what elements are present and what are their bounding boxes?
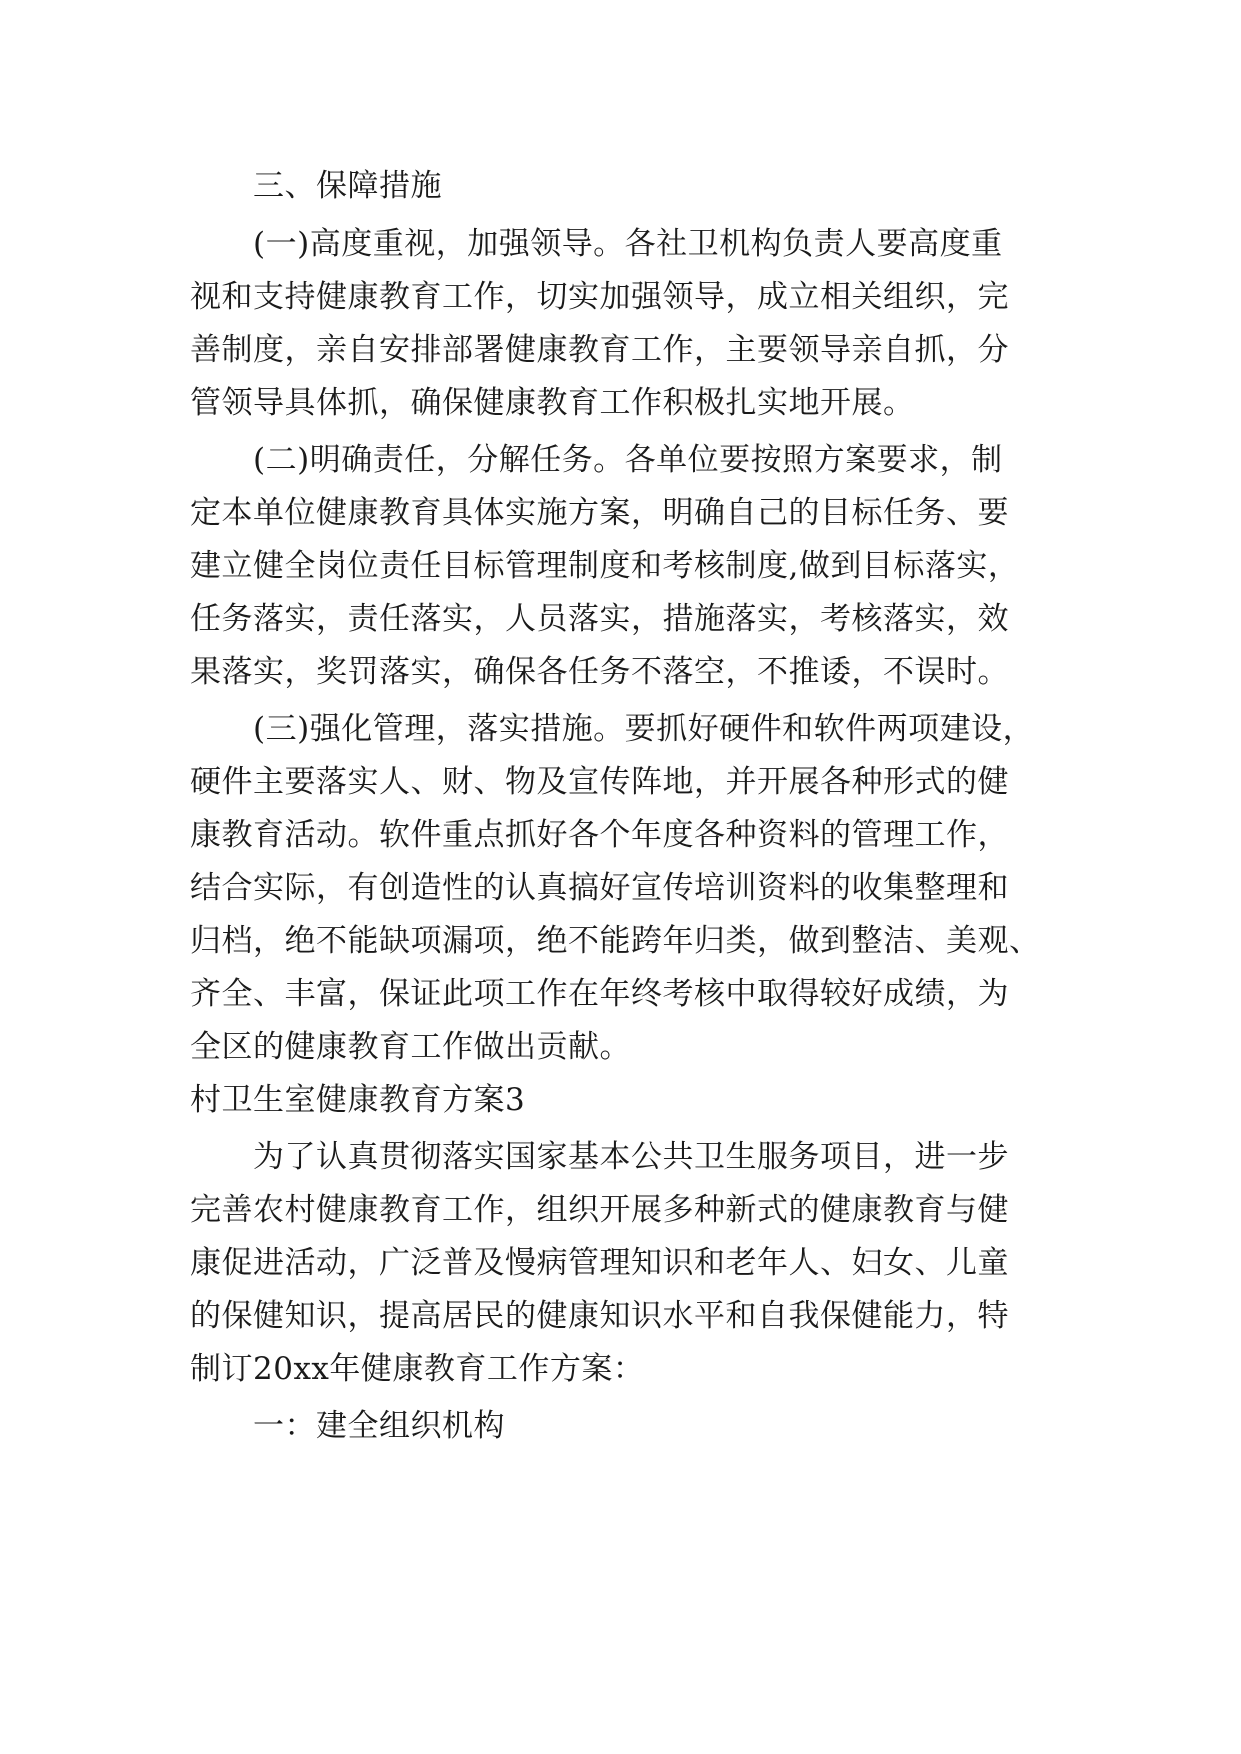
document-title: 村卫生室健康教育方案3 [190, 1082, 526, 1118]
paragraph-line: (三)强化管理，落实措施。要抓好硬件和软件两项建设， [253, 711, 1035, 747]
paragraph-line: 齐全、丰富，保证此项工作在年终考核中取得较好成绩，为 [190, 976, 1009, 1012]
paragraph-line: 硬件主要落实人、财、物及宣传阵地，并开展各种形式的健 [190, 764, 1009, 800]
paragraph-line: 视和支持健康教育工作，切实加强领导，成立相关组织，完 [190, 279, 1009, 315]
paragraph-line: 任务落实，责任落实，人员落实，措施落实，考核落实，效 [190, 601, 1009, 637]
paragraph-line: 完善农村健康教育工作，组织开展多种新式的健康教育与健 [190, 1192, 1009, 1228]
paragraph-line: 果落实，奖罚落实，确保各任务不落空，不推诿，不误时。 [190, 654, 1009, 690]
paragraph-line: 康教育活动。软件重点抓好各个年度各种资料的管理工作， [190, 817, 1009, 853]
paragraph-line: 管领导具体抓，确保健康教育工作积极扎实地开展。 [190, 385, 915, 421]
paragraph-line: 为了认真贯彻落实国家基本公共卫生服务项目，进一步 [253, 1139, 1009, 1175]
paragraph-line: 制订20xx年健康教育工作方案： [190, 1351, 645, 1387]
paragraph-line: 的保健知识，提高居民的健康知识水平和自我保健能力，特 [190, 1298, 1009, 1334]
paragraph-line: 定本单位健康教育具体实施方案，明确自己的目标任务、要 [190, 495, 1009, 531]
paragraph-line: 全区的健康教育工作做出贡献。 [190, 1029, 631, 1065]
section-heading: 一：建全组织机构 [253, 1408, 505, 1444]
paragraph-line: (二)明确责任，分解任务。各单位要按照方案要求，制 [253, 442, 1003, 478]
paragraph-line: 康促进活动，广泛普及慢病管理知识和老年人、妇女、儿童 [190, 1245, 1009, 1281]
paragraph-line: (一)高度重视，加强领导。各社卫机构负责人要高度重 [253, 226, 1003, 262]
paragraph-line: 归档，绝不能缺项漏项，绝不能跨年归类，做到整洁、美观、 [190, 923, 1041, 959]
paragraph-line: 结合实际，有创造性的认真搞好宣传培训资料的收集整理和 [190, 870, 1009, 906]
section-heading: 三、保障措施 [253, 168, 442, 204]
paragraph-line: 善制度，亲自安排部署健康教育工作，主要领导亲自抓，分 [190, 332, 1009, 368]
paragraph-line: 建立健全岗位责任目标管理制度和考核制度,做到目标落实， [190, 548, 1020, 584]
